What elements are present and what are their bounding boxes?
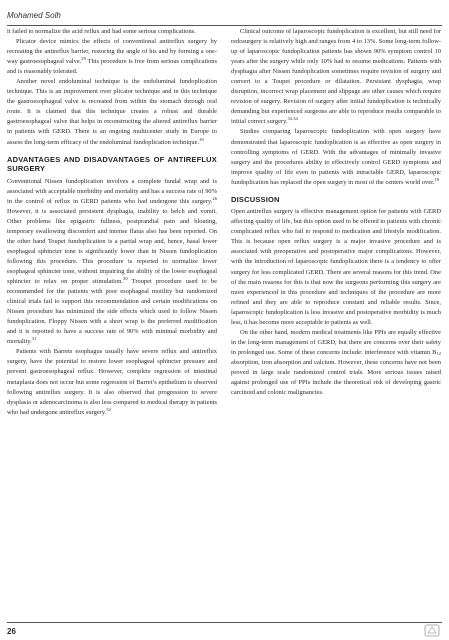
citation: 33,34 xyxy=(287,116,298,122)
paragraph: Open antireflux surgery is effective management option for patients with GERD affecting quality of life, but this option used to be offered to patients with chronic complicated reflux who fail to respond to medication and lifestyle modification. This is because open reflux surgery is a major invasive procedure and is associated with preoperative and postoperative major complications. However, with the introduction of laparoscopic fundoplication there is a tendency to offer surgery for less complicated GERD. There are several reasons for this trend. One of the main reasons for this is that now the surgeons performing this surgery are more experienced in this procedure and techniques of the procedure are more refined and they are able to reproduce constant and reliable results. Since, laparoscopic fundoplication is less invasive and postoperative morbidity is much less, it has become more acceptable to patients as well. xyxy=(231,208,441,326)
left-column xyxy=(7,27,217,418)
citation: 19 xyxy=(199,136,204,142)
citation: 31 xyxy=(31,336,37,342)
paragraph: On the other hand, modern medical treatments like PPIs are equally effective in the long-term management of GERD, but there are concerns over their safety in prolonged use. Some of these concerns include: interference with vitamin $B_{12}$ absorption, iron absorption and calcium. However, these concerns have not been proved in large scale randomized control trials. More serious issues raised against prolonged use of PPIs include the theoretical risk of developing gastric carcinoid and colonic malignancies. xyxy=(231,328,441,397)
paragraph: Plicator device mimics the effects of conventional antireflux surgery by recreating the antireflux barrier, restoring the angle of his and by forming a one-way gastroesophageal valve.$^{29}$ This procedure is free from serious complications and is reasonably tolerated. xyxy=(7,38,217,76)
right-column xyxy=(231,27,441,398)
citation: 26 xyxy=(212,195,217,201)
header-rule xyxy=(7,25,442,26)
journal-logo-icon xyxy=(424,624,440,637)
paragraph: Studies comparing laparoscopic fundoplication with open surgery have demonstrated that laparoscopic fundoplication is as effective as open surgery in controlling symptoms of GERD. With the advantages of minimally invasive surgery and the procedures ability to effectively control GERD symptoms and improve quality of life even in patients with intractable GERD, laparoscopic fundoplication has replaced the open surgery in most of the centers world over.$^{19}$ xyxy=(231,128,441,186)
citation: 19 xyxy=(434,176,440,182)
paragraph: it failed to normalize the acid reflux and had some serious complications. xyxy=(7,28,196,35)
citation: 32 xyxy=(106,406,111,412)
section-heading: DISCUSSION xyxy=(231,194,280,204)
subscript: 12 xyxy=(436,350,441,356)
footer-rule xyxy=(7,622,442,623)
paragraph: Conventional Nissen fundoplication involves a complete fundal wrap and is associated with acceptable morbidity and mortality and has a success rate of 90% in the control of reflux in GERD patients who had undergone this surgery.$^{26}$ However, it is associated persistent dysphagia, inability to belch and vomit. Other problems like epigastric fullness, postprandial pain and bloating, temporary swallowing discomfort and intense flatus also has been reported. On the other hand Toupet fundoplication is a partial wrap and, hence, basal lower esophageal sphincter tone is significantly lower than in Nissen fundoplication following this procedure. This procedure is reported to normalize lower esophageal sphincter tone, without impairing the ability of the lower esophageal sphincter to relax on proper stimulation.$^{30}$ Troupet procedure used to be recommended for the patients with poor esophageal motility but randomized clinical trials fail to support this recommendation and certain modifications on Nissen procedure has minimized the side effects which used to follow Nissen fundoplication. Floppy Nissen with a short wrap is the preferred modification and it is reported to have a success rate of 90% with minimal morbidity and mortality.$^{31}$ xyxy=(7,177,217,346)
citation: 30 xyxy=(123,276,128,282)
paragraph: Clinical outcome of laparoscopic fundoplication is excellent, but still need for redosurgery is relatively high and ranges from 4 to 13%. Some long-term follow-up of laparoscopic fundoplication patients has shown 90% symptom control 10 years after the surgery while only 10% had to resume medications. Patients with dysphagia after Nissen fundoplication sometimes require revision of surgery and convert to a Toupet procedure or dilatation. Persistant dysphagia, wrap disruption, incorrect wrap placement and slippage are other causes which require revision of surgery. Revision of surgery after initial fundoplication is technically demanding but experienced surgeons are able to reproduce results comparable to initial correct surgery.$^{33,34}$ xyxy=(231,28,441,126)
page-number: 26 xyxy=(7,627,16,636)
running-header-author: Mohamed Solh xyxy=(7,11,61,20)
paragraph: Another novel endoluminal technique is the endoluminal fundoplication technique. This is an improvement over plicator technique and in this technique the gastroesophageal valve is recreated from within the stomach through oral route. It is claimed that this technique creates a robust and durable gastroesophageal valve that helps in reconstructing the altered antireflux barrier in patients with GERD. There is an ongoing multicenter study in Europe to assess the long-term efficacy of the endoluminal fundoplication technique.$^{19}$ xyxy=(7,78,217,146)
section-heading: ADVANTAGES AND DISADVANTAGES OF ANTIREFLUX SURGERY xyxy=(7,154,217,174)
citation: 29 xyxy=(81,56,86,62)
paragraph: Patients with Barrets esophagus usually have severe reflux and antireflux surgery, have the potential to restore lower esophageal sphincter pressure and prevent gastroesophageal reflux. However, complete regression of intestinal metaplasia does not occur but some regression of Barret’s epithelium is observed following antireflux surgery. It is also observed that progression to severe dysplasia or adenocarcinoma is also less compared to medical therapy in patients who had undergone antireflux surgery.$^{32}$ xyxy=(7,348,217,416)
